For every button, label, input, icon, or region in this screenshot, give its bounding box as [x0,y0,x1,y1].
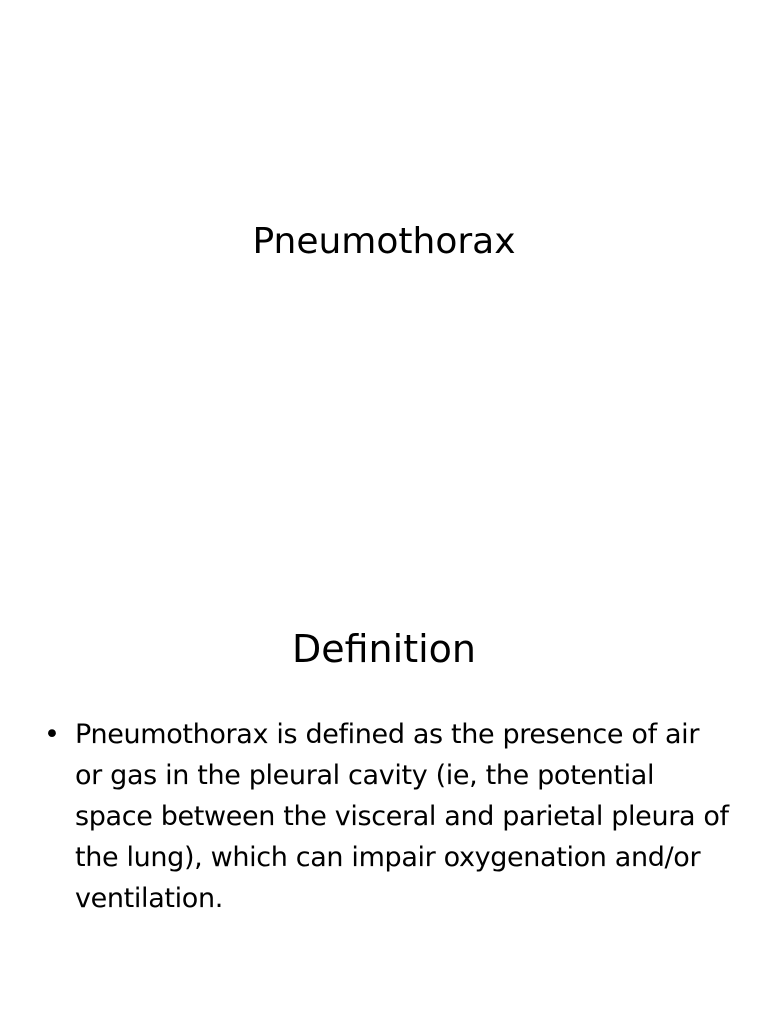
bullet-text: Pneumothorax is defined as the presence of air or gas in the pleural cavity (ie, the potential space between the visceral and parietal pleura of the lung), which can impair oxygenation and/or ventilation. [75,719,729,914]
bullet-list [44,714,734,919]
slide-title: Pneumothorax [252,221,516,262]
definition-slide [0,576,768,1024]
bullet-marker: • [44,719,60,750]
slide-heading: Definition [291,627,476,671]
bullet-item [44,714,734,919]
